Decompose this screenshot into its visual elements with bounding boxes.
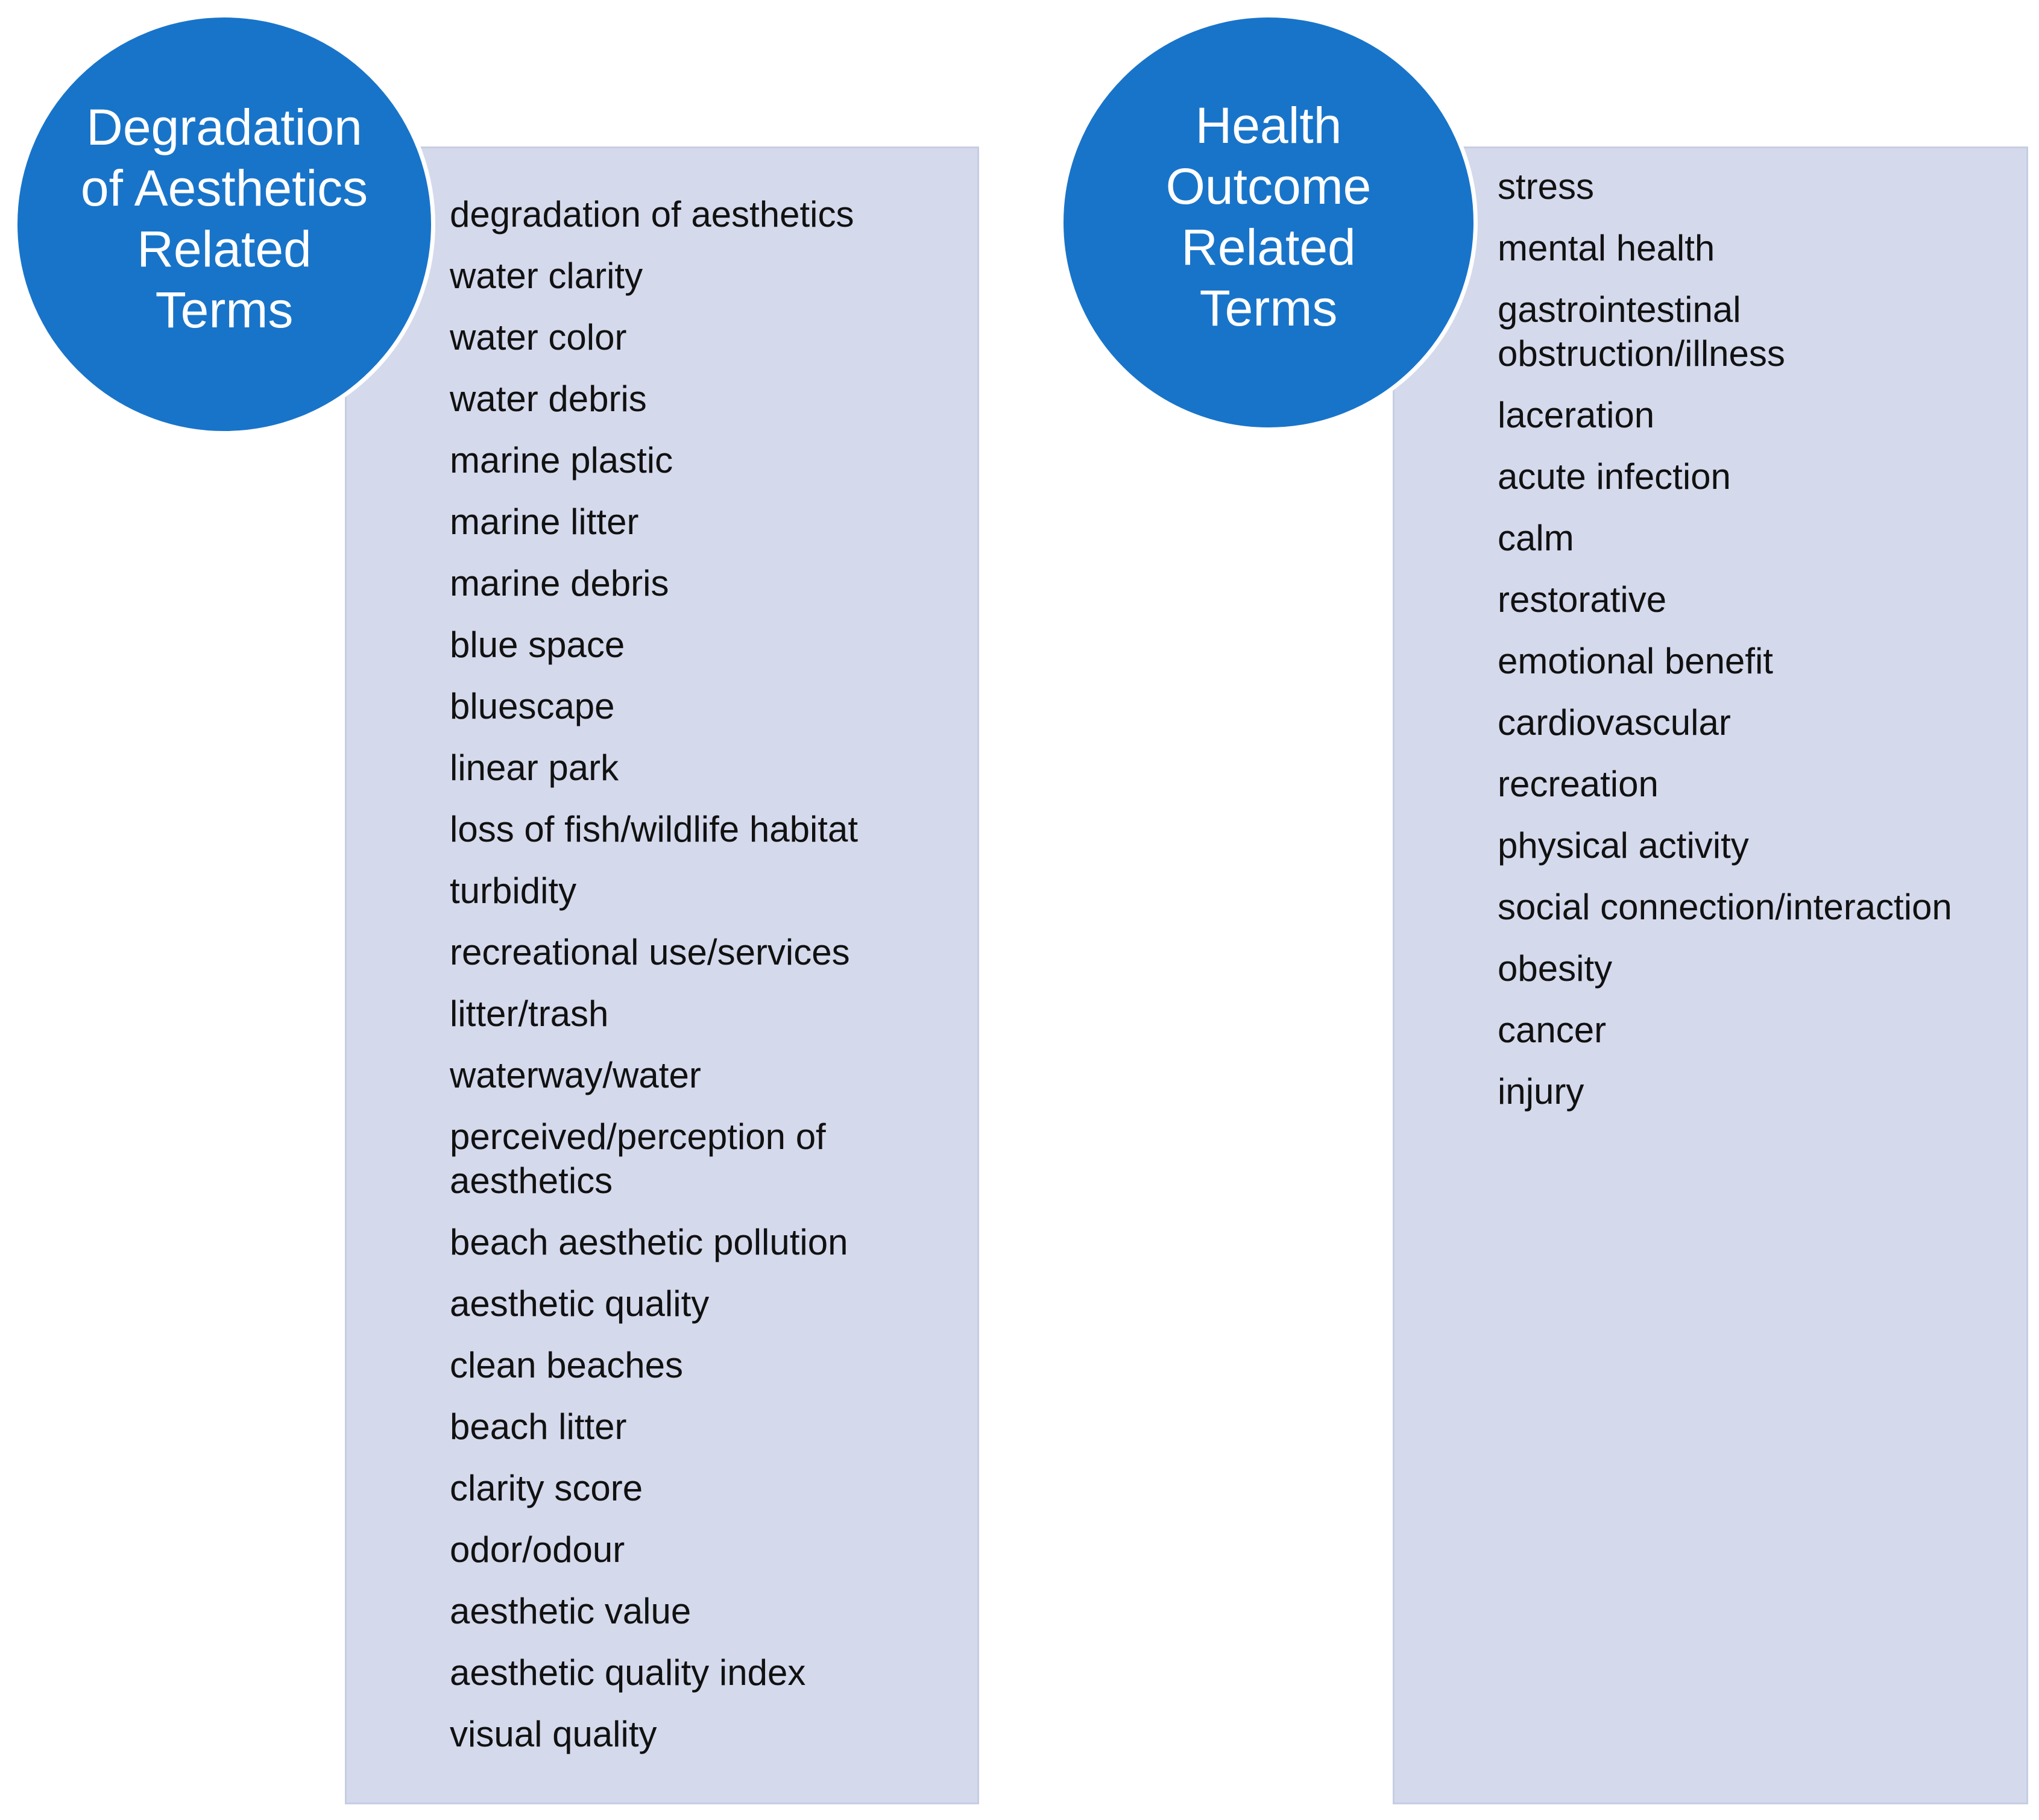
health-term-item: laceration xyxy=(1498,395,1655,435)
health-term-item: cardiovascular xyxy=(1498,702,1731,743)
degradation-term-list xyxy=(450,192,956,1774)
degradation-term-item: water debris xyxy=(450,379,647,419)
health-term-item: physical activity xyxy=(1498,825,1749,866)
degradation-term-item: visual quality xyxy=(450,1714,657,1754)
health-term-item: emotional benefit xyxy=(1498,641,1773,681)
degradation-term-item: beach aesthetic pollution xyxy=(450,1222,848,1262)
health-term-item: social connection/interaction xyxy=(1498,887,1952,927)
health-term-item: restorative xyxy=(1498,579,1667,620)
degradation-term-item: marine plastic xyxy=(450,440,673,480)
degradation-title: Degradation of Aesthetics Related Terms xyxy=(80,99,368,338)
degradation-term-item: marine debris xyxy=(450,563,669,603)
health-term-item: gastrointestinal obstruction/illness xyxy=(1498,289,1785,374)
health-header-circle xyxy=(1059,13,1478,432)
degradation-term-item: linear park xyxy=(450,748,619,788)
health-term-list xyxy=(1498,165,2016,1131)
health-term-item: injury xyxy=(1498,1071,1584,1112)
health-term-item: stress xyxy=(1498,166,1595,207)
degradation-term-item: blue space xyxy=(450,625,625,665)
degradation-term-item: degradation of aesthetics xyxy=(450,194,854,235)
degradation-term-item: beach litter xyxy=(450,1406,627,1447)
degradation-term-item: marine litter xyxy=(450,502,639,542)
degradation-term-item: clean beaches xyxy=(450,1345,683,1385)
degradation-term-item: litter/trash xyxy=(450,993,609,1034)
health-term-item: mental health xyxy=(1498,228,1715,268)
degradation-term-item: loss of fish/wildlife habitat xyxy=(450,809,858,849)
degradation-term-item: odor/odour xyxy=(450,1529,625,1570)
health-title: Health Outcome Related Terms xyxy=(1165,97,1372,336)
health-term-item: obesity xyxy=(1498,948,1613,989)
degradation-header-circle xyxy=(13,13,435,435)
degradation-term-item: waterway/water xyxy=(450,1055,701,1095)
degradation-term-item: recreational use/services xyxy=(450,932,850,972)
degradation-term-item: water color xyxy=(450,317,627,357)
health-term-item: calm xyxy=(1498,518,1574,558)
health-term-item: acute infection xyxy=(1498,456,1731,497)
degradation-term-item: aesthetic quality index xyxy=(450,1652,806,1693)
degradation-term-item: perceived/perception of aesthetics xyxy=(450,1116,826,1201)
degradation-term-item: clarity score xyxy=(450,1468,643,1508)
degradation-term-item: bluescape xyxy=(450,686,615,726)
degradation-term-item: aesthetic quality xyxy=(450,1283,710,1324)
degradation-term-item: water clarity xyxy=(450,256,643,296)
health-term-item: recreation xyxy=(1498,764,1659,804)
health-term-item: cancer xyxy=(1498,1010,1607,1050)
degradation-term-item: aesthetic value xyxy=(450,1591,692,1631)
degradation-term-item: turbidity xyxy=(450,871,577,911)
